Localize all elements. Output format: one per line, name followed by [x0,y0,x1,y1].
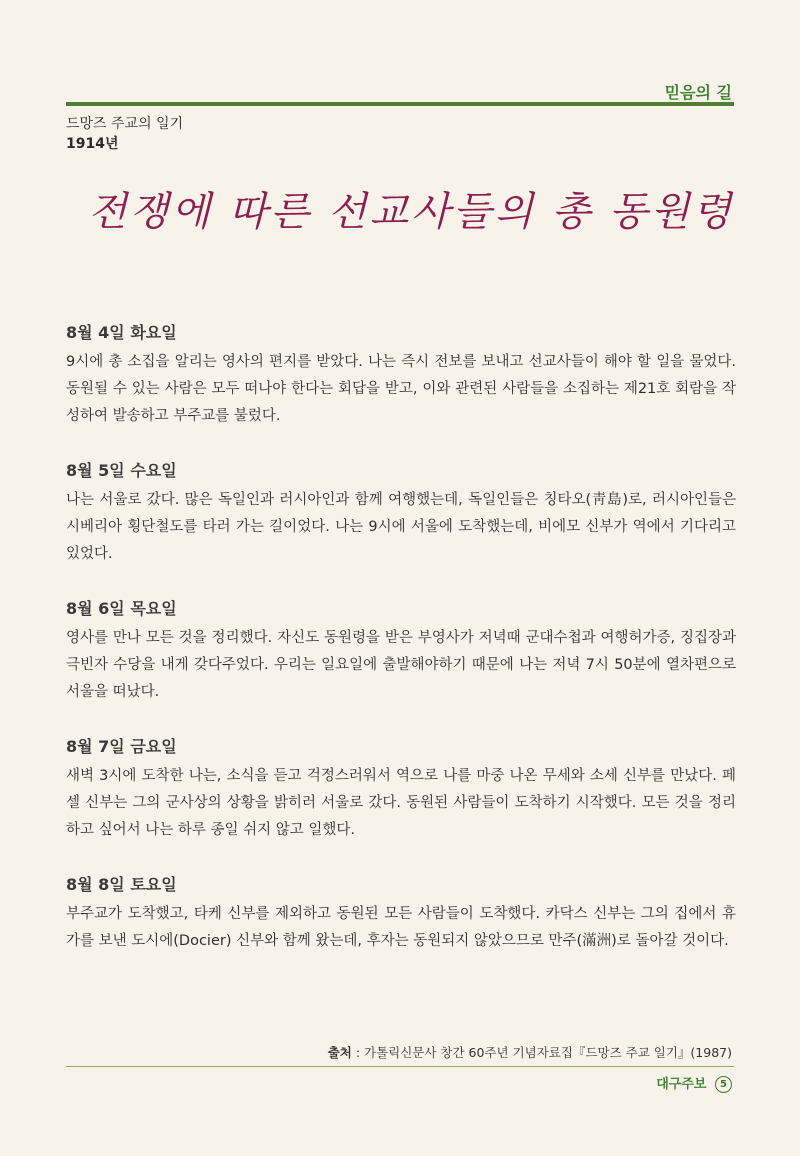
entry-text: 9시에 총 소집을 알리는 영사의 편지를 받았다. 나는 즉시 전보를 보내고 선교사들이 해야 할 일을 물었다. 동원될 수 있는 사람은 모두 떠나야 한다는 회답을 받고, 이와 관련된 사람들을 소집하는 제21호 회람을 작성하여 발송하고 부주교를 불렀다. [66,354,736,424]
series-year: 1914년 [66,136,119,152]
section-label: 믿음의 길 [664,83,732,102]
header-divider [66,102,734,106]
entry-date: 8월 8일 토요일 [66,875,177,894]
entry-text: 나는 서울로 갔다. 많은 독일인과 러시아인과 함께 여행했는데, 독일인들은 칭타오(靑島)로, 러시아인들은 시베리아 횡단철도를 타러 가는 길이었다. 나는 9시에 서울에 도착했는데, 비에모 신부가 역에서 기다리고 있었다. [66,492,736,562]
source-citation [328,1043,732,1061]
diary-entry [66,596,736,706]
diary-entries [66,320,736,983]
article-title: 전쟁에 따른 선교사들의 총 동원령 [88,189,734,235]
footer-divider [66,1066,734,1067]
entry-date: 8월 5일 수요일 [66,461,177,480]
entry-date: 8월 4일 화요일 [66,323,177,342]
diary-entry [66,458,736,568]
source-label: 출처 [327,1045,352,1060]
entry-text: 새벽 3시에 도착한 나는, 소식을 듣고 걱정스러워서 역으로 나를 마중 나온 무세와 소세 신부를 만났다. 페셀 신부는 그의 군사상의 상황을 밝히러 서울로 갔다. 동원된 사람들이 도착하기 시작했다. 모든 것을 정리하고 싶어서 나는 하루 종일 쉬지 않고 일했다. [66,768,736,838]
source-text: : 가톨릭신문사 창간 60주년 기념자료집『드망즈 주교 일기』(1987) [351,1045,732,1060]
page-footer [656,1073,732,1093]
entry-text: 부주교가 도착했고, 타케 신부를 제외하고 동원된 모든 사람들이 도착했다. 카닥스 신부는 그의 집에서 휴가를 보낸 도시에(Docier) 신부와 함께 왔는데, 후자는 동원되지 않았으므로 만주(滿洲)로 돌아갈 것이다. [66,906,736,949]
publication-name: 대구주보 [656,1077,707,1092]
page-number: 5 [715,1076,732,1093]
series-title: 드망즈 주교의 일기 [66,116,184,132]
diary-entry [66,320,736,430]
entry-date: 8월 6일 목요일 [66,599,177,618]
diary-entry [66,734,736,844]
entry-text: 영사를 만나 모든 것을 정리했다. 자신도 동원령을 받은 부영사가 저녁때 군대수첩과 여행허가증, 징집장과 극빈자 수당을 내게 갖다주었다. 우리는 일요일에 출발해야하기 때문에 나는 저녁 7시 50분에 열차편으로 서울을 떠났다. [66,630,736,700]
entry-date: 8월 7일 금요일 [66,737,177,756]
diary-entry [66,872,736,955]
series-header [66,114,183,154]
